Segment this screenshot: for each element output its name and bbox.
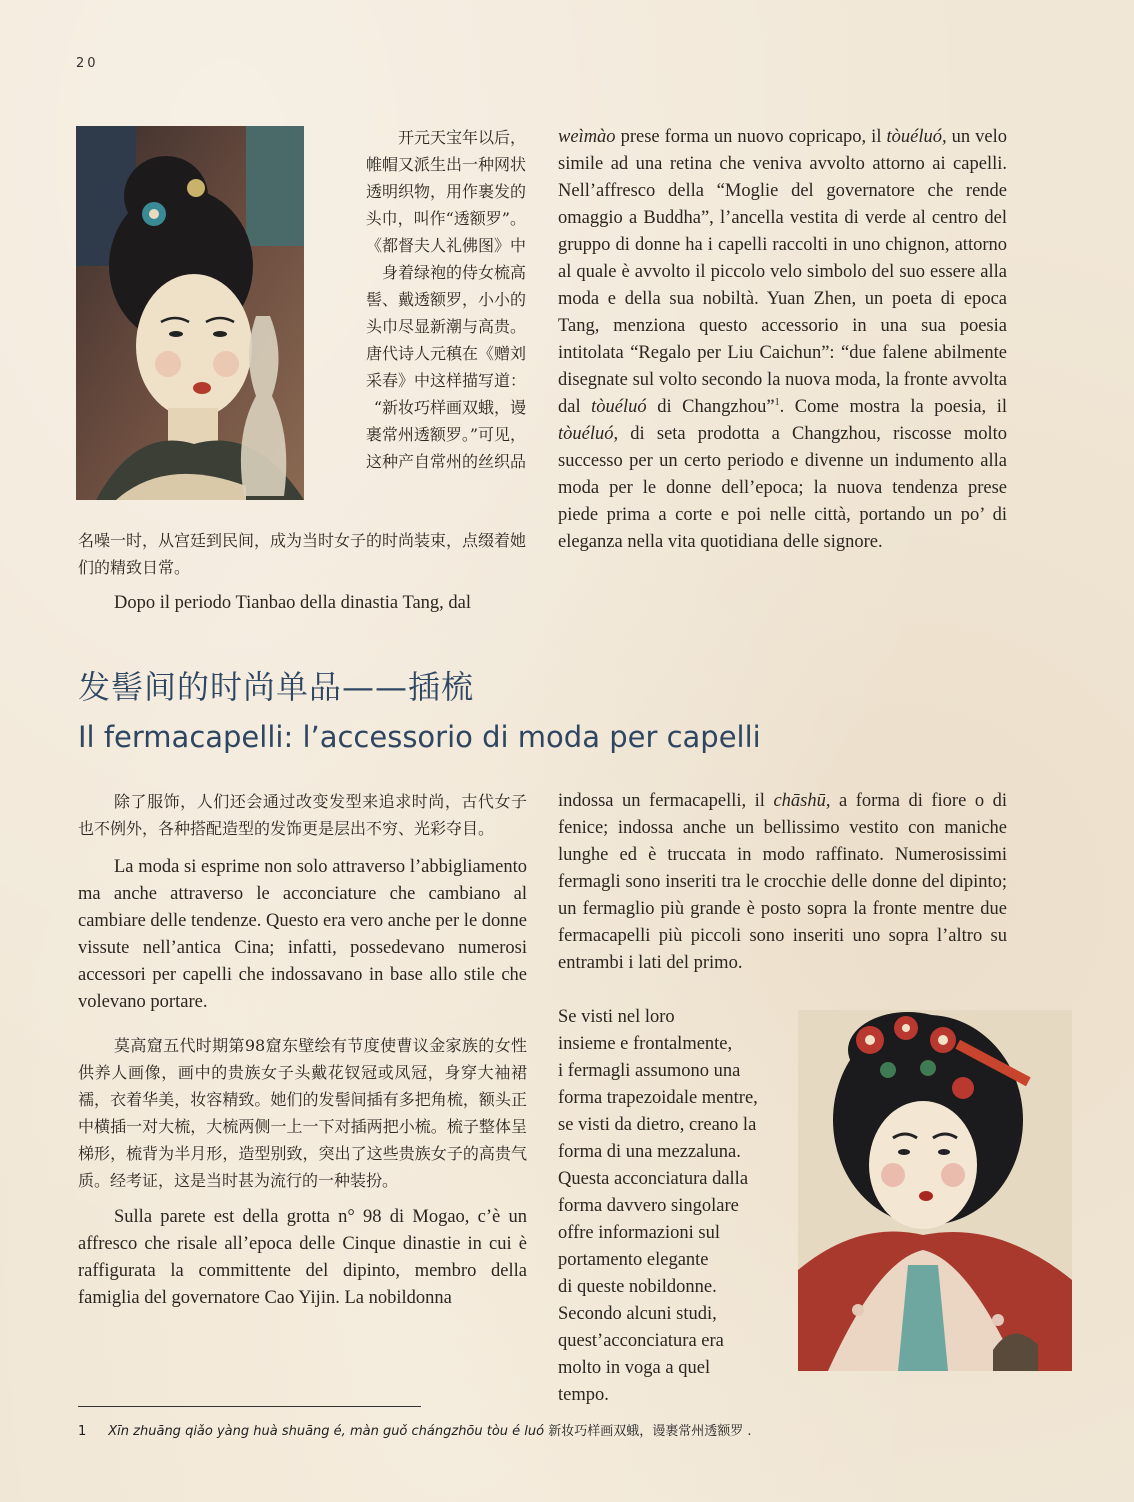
it-paragraph-1: La moda si esprime non solo attraverso l’abbigliamento ma anche attraverso le acconciature che cambiano al cambiare delle tendenze. Questo era vero anche per le donne vissute nell’antica Cina; infatti, possedevano numerosi accessori per capelli che indossavano in base allo stile che volevano portare. (78, 857, 527, 1012)
it-text-top-left: Dopo il periodo Tianbao della dinastia Tang, dal (114, 593, 472, 613)
bottom-left-column (78, 788, 527, 1312)
footnote-number: 1 (78, 1424, 87, 1439)
text-line: 髻、戴透额罗，小小的 (365, 290, 526, 309)
text-line: 帷帽又派生出一种网状 (365, 155, 526, 174)
zh-paragraph-1: 除了服饰，人们还会通过改变发型来追求时尚，古代女子也不例外，各种搭配造型的发饰更是层出不穷、光彩夺目。 (78, 792, 527, 838)
text-line: 透明织物，用作裹发的 (365, 182, 526, 201)
it-text-top-right: weìmào prese forma un nuovo copricapo, il tòuéluó, un velo simile ad una retina che veniva avvolto attorno ai capelli. Nell’affresco della “Moglie del governatore che rende omaggio a Buddha”, l’ancella vestita di verde al centro del gruppo di donne ha i capelli raccolti in uno chignon, attorno al quale è avvolto il piccolo velo simbolo del suo essere alla moda e della sua nobiltà. Yuan Zhen, un poeta di epoca Tang, menziona questo accessorio in una sua poesia intitolata “Regalo per Liu Caichun”: “due falene abilmente disegnate sul volto secondo la nuova moda, la fronte avvolta dal tòuéluó di Changzhou”$^1$. Come mostra la poesia, il tòuéluó, di seta prodotta a Changzhou, riscosse molto successo per un certo periodo e divenne un indumento alla moda per le donne dell’epoca; la nuova tendenza prese piede prima a corte e poi nelle città, portando un po’ di eleganza nella vita quotidiana delle signore. (558, 127, 1007, 552)
text-line: tempo. (558, 1385, 609, 1405)
text-line: 身着绿袍的侍女梳高 (381, 263, 526, 282)
text-line: “新妆巧样画双蛾，谩 (373, 398, 526, 417)
it-text-bottom-right: indossa un fermacapelli, il chāshū, a forma di fiore o di fenice; indossa anche un bellissimo vestito con maniche lunghe ed è truccata in modo raffinato. Numerosissimi fermagli sono inseriti tra le crocchie delle donne del dipinto; un fermaglio più grande è posto sopra la fronte mentre due fermacapelli più piccoli sono inseriti uno sopra l’altro su entrambi i lati del primo. (558, 791, 1007, 973)
footnote-chinese: 新妆巧样画双蛾，谩裹常州透额罗 . (544, 1424, 752, 1439)
page-number: 20 (76, 56, 99, 71)
text-line: forma trapezoidale mentre, (558, 1088, 758, 1108)
text-line: Se visti nel loro (558, 1007, 675, 1027)
noblewoman-painting (798, 1010, 1072, 1371)
text-line: insieme e frontalmente, (558, 1034, 733, 1054)
section-heading-zh: 发髻间的时尚单品——插梳 (78, 668, 475, 706)
it-text-bottom-right-wrap (558, 1004, 770, 1409)
text-line: se visti da dietro, creano la (558, 1115, 757, 1135)
text-line: portamento elegante (558, 1250, 709, 1270)
text-line: forma davvero singolare (558, 1196, 739, 1216)
text-line: offre informazioni sul (558, 1223, 721, 1243)
it-paragraph-2: Sulla parete est della grotta n° 98 di Mogao, c’è un affresco che risale all’epoca delle Cinque dinastie in cui è raffigurata la committente del dipinto, membro della famiglia del governatore Cao Yijin. La nobildonna (78, 1207, 527, 1308)
text-line: i fermagli assumono una (558, 1061, 741, 1081)
text-line: Questa acconciatura dalla (558, 1169, 749, 1189)
text-line: forma di una mezzaluna. (558, 1142, 741, 1162)
footnote-ref: 1 (774, 396, 780, 408)
text-line: 这种产自常州的丝织品 (365, 452, 526, 471)
text-line: Secondo alcuni studi, (558, 1304, 717, 1324)
text-line: 开元天宝年以后， (397, 128, 526, 147)
text-line: 采春》中这样描写道： (365, 371, 526, 390)
section-heading-it: Il fermacapelli: l’accessorio di moda per capelli (78, 720, 761, 754)
text-line: molto in voga a quel (558, 1358, 711, 1378)
tang-maid-painting (76, 126, 304, 500)
text-line: 头巾尽显新潮与高贵。 (365, 317, 526, 336)
zh-text-top-full: 名噪一时，从宫廷到民间，成为当时女子的时尚装束，点缀着她们的精致日常。 (78, 531, 527, 577)
text-line: di queste nobildonne. (558, 1277, 717, 1297)
footnote-rule (78, 1406, 421, 1407)
zh-text-top (340, 124, 526, 475)
footnote (78, 1420, 752, 1439)
text-line: 裹常州透额罗。”可见， (365, 425, 526, 444)
text-line: 《都督夫人礼佛图》中 (365, 236, 526, 255)
text-line: quest’acconciatura era (558, 1331, 724, 1351)
text-line: 唐代诗人元稹在《赠刘 (365, 344, 526, 363)
footnote-pinyin: Xīn zhuāng qiǎo yàng huà shuāng é, màn guǒ chángzhōu tòu é luó (108, 1424, 545, 1439)
zh-paragraph-2: 莫高窟五代时期第98窟东壁绘有节度使曹议金家族的女性供养人画像，画中的贵族女子头戴花钗冠或凤冠，身穿大袖裙襦，衣着华美，妆容精致。她们的发髻间插有多把角梳，额头正中横插一对大梳，大梳两侧一上一下对插两把小梳。梳子整体呈梯形，梳背为半月形，造型别致，突出了这些贵族女子的高贵气质。经考证，这是当时甚为流行的一种装扮。 (78, 1036, 527, 1190)
text-line: 头巾，叫作“透额罗”。 (365, 209, 526, 228)
